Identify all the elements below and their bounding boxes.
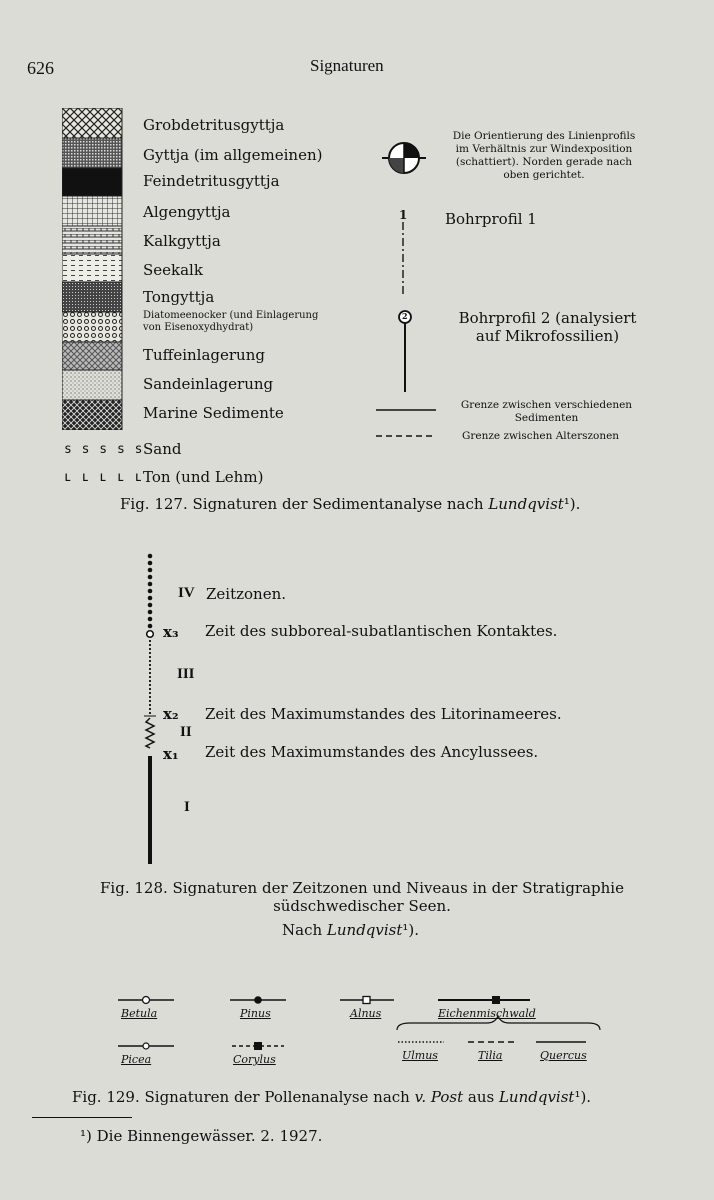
clay-symbol: ʟ ʟ ʟ ʟ ʟ — [64, 470, 144, 485]
pollen-corylus: Corylus — [233, 1053, 276, 1066]
fig129-caption-author: Lundqvist — [498, 1088, 575, 1106]
fig128-caption-source — [282, 921, 419, 939]
fig128-caption-line-2: südschwedischer Seen. — [273, 897, 451, 915]
pollen-eichenmischwald: Eichenmischwald — [438, 1007, 536, 1020]
legend-grobdetritusgyttja: Grobdetritusgyttja — [143, 116, 285, 134]
pollen-quercus: Quercus — [540, 1049, 587, 1062]
age-zone-boundary-line-icon — [376, 434, 436, 438]
fig127-caption-text: Fig. 127. Signaturen der Sedimentanalyse nach — [120, 495, 489, 513]
zone-i-label: I — [184, 799, 190, 815]
legend-sandeinlagerung: Sandeinlagerung — [143, 375, 274, 393]
x3-description: Zeit des subboreal-subatlantischen Kontaktes. — [205, 622, 558, 640]
sediment-boundary-line-icon — [376, 408, 436, 412]
legend-sand: Sand — [143, 440, 182, 458]
fig127-caption-author: Lundqvist — [488, 495, 564, 513]
fig128-caption — [72, 879, 652, 915]
page-header: Signaturen — [310, 56, 384, 75]
fig127-caption — [120, 495, 580, 513]
sediment-swatch-column — [62, 108, 124, 430]
legend-tongyttja: Tongyttja — [143, 288, 215, 306]
fig127-caption-suffix: ¹). — [563, 495, 581, 513]
orientation-description — [444, 130, 644, 182]
pollen-pinus: Pinus — [240, 1007, 271, 1020]
footnote-rule — [32, 1117, 132, 1118]
legend-gyttja: Gyttja (im allgemeinen) — [143, 146, 323, 164]
pollen-picea: Picea — [121, 1053, 152, 1066]
legend-kalkgyttja: Kalkgyttja — [143, 232, 221, 250]
footnote: ¹) Die Binnengewässer. 2. 1927. — [80, 1127, 323, 1145]
legend-seekalk: Seekalk — [143, 261, 203, 279]
legend-marine-sedimente: Marine Sedimente — [143, 404, 284, 422]
bohrprofil-1-label: Bohrprofil 1 — [445, 210, 537, 228]
legend-algengyttja: Algengyttja — [143, 203, 231, 221]
grenze-sed-line-2: Sedimenten — [514, 412, 579, 424]
x1-description: Zeit des Maximumstandes des Ancylussees. — [205, 743, 539, 761]
x2-description: Zeit des Maximumstandes des Litorinameeres. — [205, 705, 562, 723]
zone-column-icon — [140, 552, 160, 868]
sand-symbol: s s s s s — [64, 442, 144, 457]
x1-label: x₁ — [163, 745, 179, 763]
legend-diatomeenocker — [143, 310, 318, 334]
bohr2-marker: 2 — [402, 311, 408, 321]
orientation-line-1: Die Orientierung des Linienprofils — [452, 130, 636, 142]
bohr2-line-2: auf Mikrofossilien) — [475, 327, 620, 345]
page-number: 626 — [27, 58, 54, 78]
pollen-symbols-icon — [110, 990, 610, 1060]
fig128-source-author: Lundqvist — [326, 921, 403, 939]
pollen-alnus: Alnus — [350, 1007, 382, 1020]
bohr1-marker: 1 — [399, 208, 408, 222]
pollen-ulmus: Ulmus — [402, 1049, 438, 1062]
diatom-line-2: von Eisenoxydhydrat) — [143, 322, 254, 333]
orientation-line-3: (schattiert). Norden gerade nach — [455, 156, 633, 168]
fig128-source-prefix: Nach — [282, 921, 327, 939]
x2-label: x₂ — [163, 705, 179, 723]
fig128-source-suffix: ¹). — [402, 921, 420, 939]
pollen-tilia: Tilia — [478, 1049, 503, 1062]
bohr2-line-1: Bohrprofil 2 (analysiert — [458, 309, 637, 327]
zeitzonen-label: Zeitzonen. — [206, 585, 287, 603]
fig128-caption-line-1: Fig. 128. Signaturen der Zeitzonen und Niveaus in der Stratigraphie — [100, 879, 624, 897]
pollen-betula: Betula — [121, 1007, 158, 1020]
legend-ton-lehm: Ton (und Lehm) — [143, 468, 264, 486]
bohr1-line-icon — [400, 222, 406, 294]
fig129-caption-mid: aus — [463, 1088, 499, 1106]
orientation-line-2: im Verhältnis zur Windexposition — [455, 143, 633, 155]
legend-tuffeinlagerung: Tuffeinlagerung — [143, 346, 265, 364]
fig129-caption-text: Fig. 129. Signaturen der Pollenanalyse nach — [72, 1088, 415, 1106]
fig129-caption — [72, 1088, 591, 1106]
diatom-line-1: Diatomeenocker (und Einlagerung — [143, 310, 319, 321]
orientation-line-4: oben gerichtet. — [503, 169, 585, 181]
zone-ii-label: II — [180, 724, 192, 740]
fig129-caption-suffix: ¹). — [574, 1088, 592, 1106]
grenze-alterszonen-label: Grenze zwischen Alterszonen — [462, 430, 620, 442]
bohrprofil-2-label — [445, 309, 650, 345]
legend-feindetritusgyttja: Feindetritusgyttja — [143, 172, 280, 190]
grenze-sed-line-1: Grenze zwischen verschiedenen — [460, 399, 633, 411]
zone-iv-label: IV — [178, 585, 195, 601]
grenze-sedimente-label — [444, 399, 649, 425]
x3-label: x₃ — [163, 623, 179, 641]
zone-iii-label: III — [177, 666, 195, 682]
orientation-symbol-icon — [382, 138, 426, 178]
fig129-caption-post: v. Post — [414, 1088, 464, 1106]
